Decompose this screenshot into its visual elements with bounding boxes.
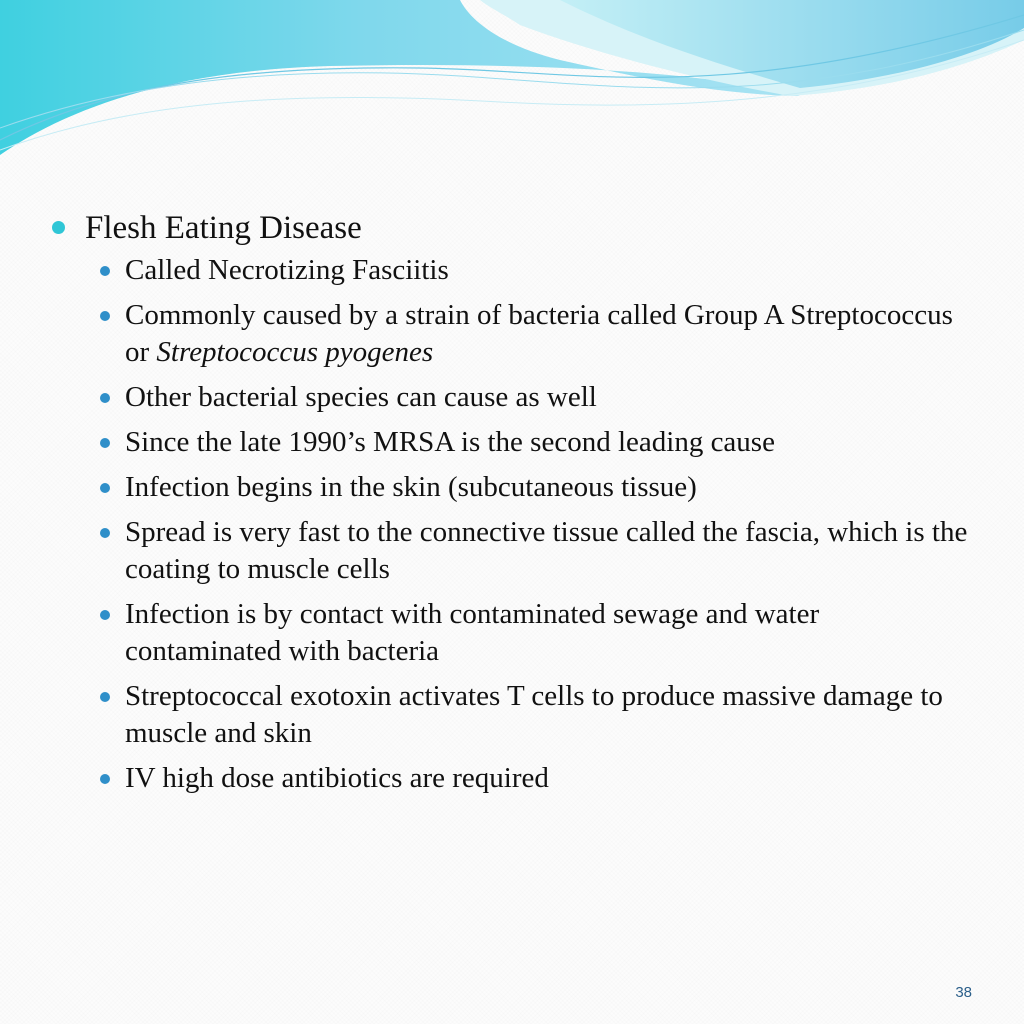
list-item-text: Called Necrotizing Fasciitis bbox=[125, 254, 449, 286]
list-item bbox=[100, 760, 972, 797]
list-item bbox=[100, 514, 972, 588]
bullet-content bbox=[52, 206, 972, 805]
page-number: 38 bbox=[955, 984, 972, 1001]
list-item bbox=[100, 678, 972, 752]
list-item bbox=[100, 297, 972, 371]
list-item-text: Infection begins in the skin (subcutaneous tissue) bbox=[125, 471, 697, 503]
list-item-text: Streptococcal exotoxin activates T cells to produce massive damage to muscle and skin bbox=[125, 680, 943, 749]
list-item bbox=[100, 379, 972, 416]
list-item-text: Since the late 1990’s MRSA is the second leading cause bbox=[125, 426, 775, 458]
bullet-dot-icon bbox=[100, 774, 110, 784]
list-item-text: Infection is by contact with contaminated sewage and water contaminated with bacteria bbox=[125, 598, 820, 667]
list-item-text: IV high dose antibiotics are required bbox=[125, 762, 549, 794]
bullet-dot-icon bbox=[100, 528, 110, 538]
list-item bbox=[100, 469, 972, 506]
bullet-dot-icon bbox=[100, 393, 110, 403]
list-item-text: Other bacterial species can cause as well bbox=[125, 381, 597, 413]
bullet-dot-icon bbox=[52, 221, 65, 234]
bullet-dot-icon bbox=[100, 692, 110, 702]
list-item bbox=[100, 252, 972, 289]
heading-bullet bbox=[52, 206, 972, 250]
species-name-italic: Streptococcus pyogenes bbox=[156, 336, 434, 368]
heading-text: Flesh Eating Disease bbox=[85, 210, 362, 246]
header-wave-decoration bbox=[0, 0, 1024, 170]
list-item-text bbox=[125, 297, 972, 371]
bullet-dot-icon bbox=[100, 483, 110, 493]
bullet-dot-icon bbox=[100, 311, 110, 321]
list-item bbox=[100, 596, 972, 670]
bullet-dot-icon bbox=[100, 266, 110, 276]
list-item bbox=[100, 424, 972, 461]
sub-bullet-list bbox=[100, 252, 972, 797]
list-item-text-plain: Commonly caused by a strain of bacteria called Group A Streptococcus or bbox=[125, 299, 953, 368]
bullet-dot-icon bbox=[100, 610, 110, 620]
list-item-text: Spread is very fast to the connective tissue called the fascia, which is the coating to muscle cells bbox=[125, 516, 968, 585]
bullet-dot-icon bbox=[100, 438, 110, 448]
